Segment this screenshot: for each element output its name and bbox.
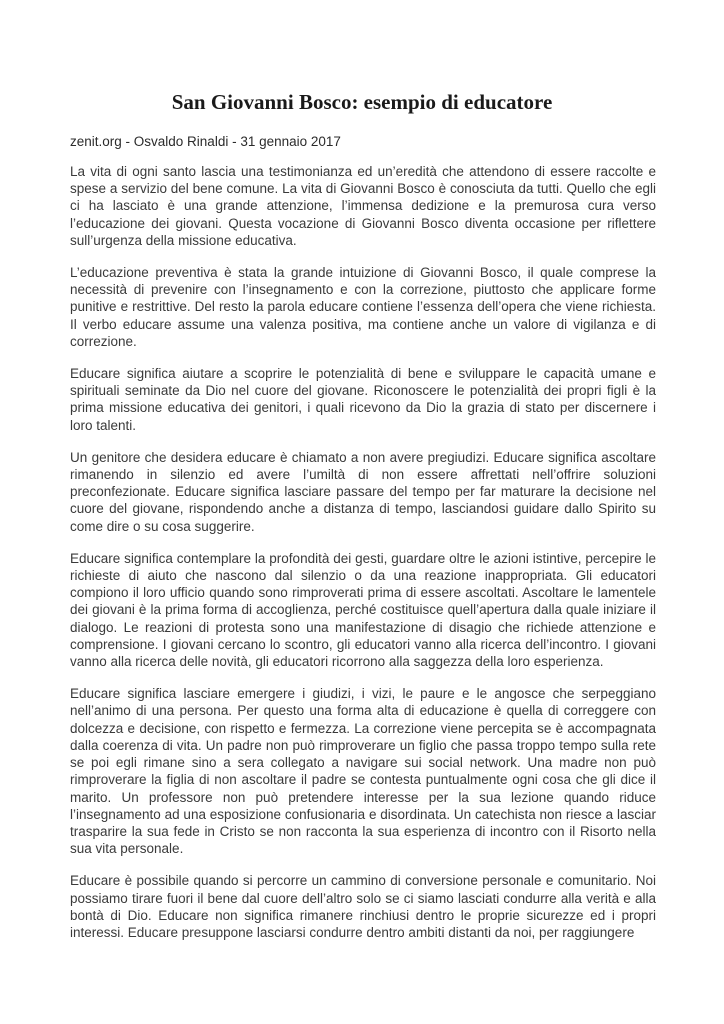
source-byline: zenit.org - Osvaldo Rinaldi - 31 gennaio 2017 [70,134,341,149]
document-title: San Giovanni Bosco: esempio di educatore [171,90,553,114]
paragraph: L’educazione preventiva è stata la grande intuizione di Giovanni Bosco, il quale comprese la necessità di prevenire con l’insegnamento e con la correzione, piuttosto che applicare forme punitive e restrittive. Del resto la parola educare contiene l’essenza dell’opera che viene richiesta. Il verbo educare assume una valenza positiva, ma contiene anche un valore di vigilanza e di correzione. [70,265,656,349]
paragraph: Educare significa lasciare emergere i giudizi, i vizi, le paure e le angosce che serpeggiano nell’animo di una persona. Per questo una forma alta di educazione è quella di correggere con dolcezza e decisione, con rispetto e fermezza. La correzione viene percepita se è accompagnata dalla coerenza di vita. Un padre non può rimproverare un figlio che passa troppo tempo sulla rete se poi egli rimane sino a sera collegato a navigare sui social network. Una madre non può rimproverare la figlia di non ascoltare il padre se contesta puntualmente ogni cosa che gli dice il marito. Un professore non può pretendere interesse per la sua lezione quando riduce l’insegnamento ad una esposizione confusionaria e disordinata. Un catechista non riesce a lasciar trasparire la sua fede in Cristo se non racconta la sua esperienza di incontro con il Risorto nella sua vita personale. [70,686,656,857]
paragraph: Educare significa contemplare la profondità dei gesti, guardare oltre le azioni istintive, percepire le richieste di aiuto che nascono dal silenzio o da una reazione inappropriata. Gli educatori compiono il loro ufficio quando sono rimproverati prima di essere ascoltati. Ascoltare le lamentele dei giovani è la prima forma di accoglienza, perché costituisce quell’apertura dalla quale iniziare il dialogo. Le reazioni di protesta sono una manifestazione di disagio che richiede attenzione e comprensione. I giovani cercano lo scontro, gli educatori vanno alla ricerca dell’incontro. I giovani vanno alla ricerca delle novità, gli educatori ricorrono alla saggezza della loro esperienza. [70,550,656,670]
paragraph: La vita di ogni santo lascia una testimonianza ed un’eredità che attendono di essere raccolte e spese a servizio del bene comune. La vita di Giovanni Bosco è conosciuta da tutti. Quello che egli ci ha lasciato è una grande attenzione, l’immensa dedizione e la premurosa cura verso l’educazione dei giovani. Questa vocazione di Giovanni Bosco diventa occasione per riflettere sull’urgenza della missione educativa. [70,164,656,248]
paragraph: Educare significa aiutare a scoprire le potenzialità di bene e sviluppare le capacità umane e spirituali seminate da Dio nel cuore del giovane. Riconoscere le potenzialità dei propri figli è la prima missione educativa dei genitori, i quali ricevono da Dio la grazia di stato per discernere i loro talenti. [70,366,656,433]
article-body [70,163,656,956]
paragraph: Un genitore che desidera educare è chiamato a non avere pregiudizi. Educare significa ascoltare rimanendo in silenzio ed avere l’umiltà di non essere affrettati nell’offrire soluzioni preconfezionate. Educare significa lasciare passare del tempo per far maturare la decisione nel cuore del giovane, rispondendo anche a distanza di tempo, lasciandosi guidare dallo Spirito su come dire o su cosa suggerire. [70,449,656,534]
paragraph: Educare è possibile quando si percorre un cammino di conversione personale e comunitario. Noi possiamo tirare fuori il bene dal cuore dell’altro solo se ci siamo lasciati condurre alla verità e alla bontà di Dio. Educare non significa rimanere rinchiusi dentro le proprie sicurezze ed i propri interessi. Educare presuppone lasciarsi condurre dentro ambiti distanti da noi, per raggiungere [70,873,656,940]
